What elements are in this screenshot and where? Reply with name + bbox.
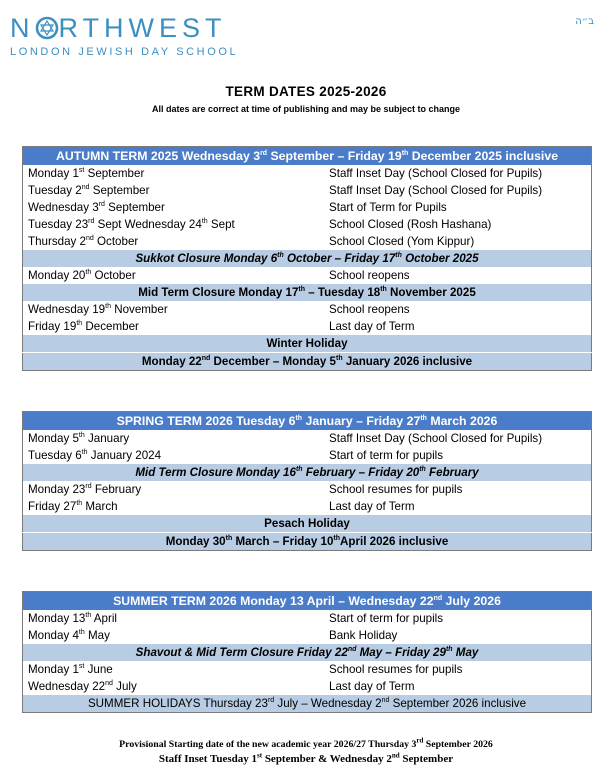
- table-row: Monday 13th April Start of term for pupils: [28, 612, 444, 625]
- table-row: Wednesday 3rd September Start of Term for Pupils: [28, 201, 447, 214]
- footer-staff-inset: Staff Inset Tuesday 1st September & Wednesday 2nd September: [158, 751, 454, 765]
- table-row: Monday 4th May Bank Holiday: [28, 629, 398, 642]
- summer-term-title: SUMMER TERM 2026 Monday 13 April – Wednesday 22nd July 2026: [23, 592, 592, 611]
- logo-wordmark: N RTHWEST: [10, 13, 227, 43]
- table-row: Monday 20th October School reopens: [28, 269, 410, 282]
- table-row: Thursday 2nd October School Closed (Yom Kippur): [28, 235, 475, 248]
- table-row: Tuesday 2nd September Staff Inset Day (School Closed for Pupils): [28, 184, 543, 197]
- holiday-band: Winter Holiday: [23, 335, 592, 353]
- holiday-band: Monday 22nd December – Monday 5th January 2026 inclusive: [23, 353, 592, 371]
- holiday-band: SUMMER HOLIDAYS Thursday 23rd July – Wednesday 2nd September 2026 inclusive: [23, 695, 592, 713]
- school-logo: [10, 14, 238, 58]
- spring-term-table: [22, 411, 592, 551]
- table-row: Monday 5th January Staff Inset Day (School Closed for Pupils): [28, 432, 543, 445]
- table-row: Tuesday 6th January 2024 Start of term for pupils: [28, 449, 444, 462]
- autumn-term-table: [22, 146, 592, 371]
- holiday-band: Monday 30th March – Friday 10thApril 2026 inclusive: [23, 533, 592, 551]
- table-row: Monday 1st September Staff Inset Day (School Closed for Pupils): [28, 167, 543, 180]
- page-subtitle: All dates are correct at time of publishing and may be subject to change: [151, 104, 461, 114]
- summer-term-table: [22, 591, 592, 713]
- logo-subtitle: LONDON JEWISH DAY SCHOOL: [10, 46, 239, 58]
- table-row: Friday 19th December Last day of Term: [28, 320, 415, 333]
- table-row: Wednesday 22nd July Last day of Term: [28, 680, 415, 693]
- holiday-band: Pesach Holiday: [23, 515, 592, 533]
- spring-term-title: SPRING TERM 2026 Tuesday 6th January – Friday 27th March 2026: [23, 412, 592, 431]
- table-row: Friday 27th March Last day of Term: [28, 500, 415, 513]
- star-icon: [35, 16, 59, 40]
- closure-band: Shavout & Mid Term Closure Friday 22nd May – Friday 29th May: [23, 644, 592, 661]
- closure-band: Sukkot Closure Monday 6th October – Friday 17th October 2025: [23, 250, 592, 267]
- page-title: TERM DATES 2025-2026: [225, 84, 387, 99]
- table-row: Monday 1st June School resumes for pupils: [28, 663, 463, 676]
- closure-band: Mid Term Closure Monday 16th February – Friday 20th February: [23, 464, 592, 481]
- hebrew-mark: ב״ה: [575, 16, 594, 27]
- closure-band: Mid Term Closure Monday 17th – Tuesday 18th November 2025: [23, 284, 592, 301]
- table-row: Wednesday 19th November School reopens: [28, 303, 410, 316]
- table-row: Tuesday 23rd Sept Wednesday 24th Sept School Closed (Rosh Hashana): [28, 218, 492, 231]
- autumn-term-title: AUTUMN TERM 2025 Wednesday 3rd September – Friday 19th December 2025 inclusive: [23, 147, 592, 166]
- table-row: Monday 23rd February School resumes for pupils: [28, 483, 463, 496]
- footer-provisional-date: Provisional Starting date of the new academic year 2026/27 Thursday 3rd September 2026: [119, 736, 493, 750]
